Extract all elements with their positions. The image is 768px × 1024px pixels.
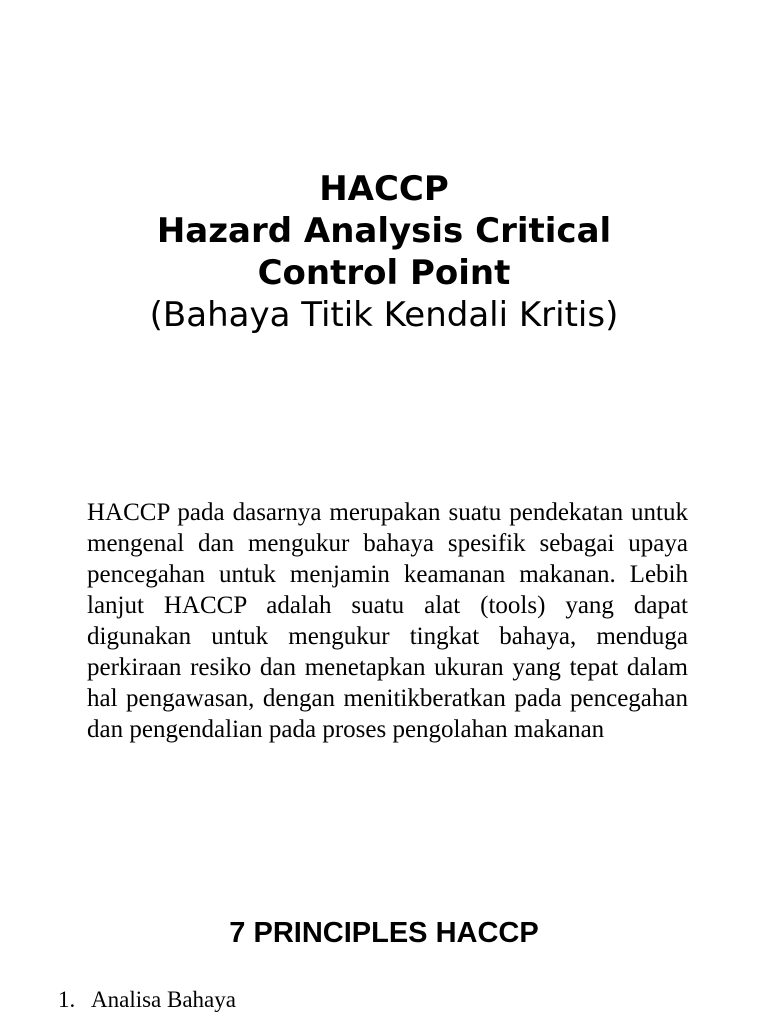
principle-label: Analisa Bahaya (91, 987, 236, 1012)
principles-heading: 7 PRINCIPLES HACCP (229, 917, 539, 949)
principle-item (58, 985, 236, 1015)
intro-paragraph: HACCP pada dasarnya merupakan suatu pendekatan untuk mengenal dan mengukur bahaya spesifik sebagai upaya pencegahan untuk menjamin keamanan makanan. Lebih lanjut HACCP adalah suatu alat (tools) yang dapat digunakan untuk mengukur tingkat bahaya, menduga perkiraan resiko dan menetapkan ukuran yang tepat dalam hal pengawasan, dengan menitikberatkan pada pencegahan dan pengendalian pada proses pengolahan makanan (87, 499, 688, 743)
document-title-line-3: Control Point (257, 253, 511, 293)
principle-number: 1. (58, 987, 76, 1012)
principles-list (58, 985, 236, 1015)
document-subtitle: (Bahaya Titik Kendali Kritis) (149, 295, 619, 335)
document-title-line-2: Hazard Analysis Critical (156, 211, 612, 251)
document-title-block (0, 168, 768, 336)
document-title-line-1: HACCP (319, 169, 449, 209)
